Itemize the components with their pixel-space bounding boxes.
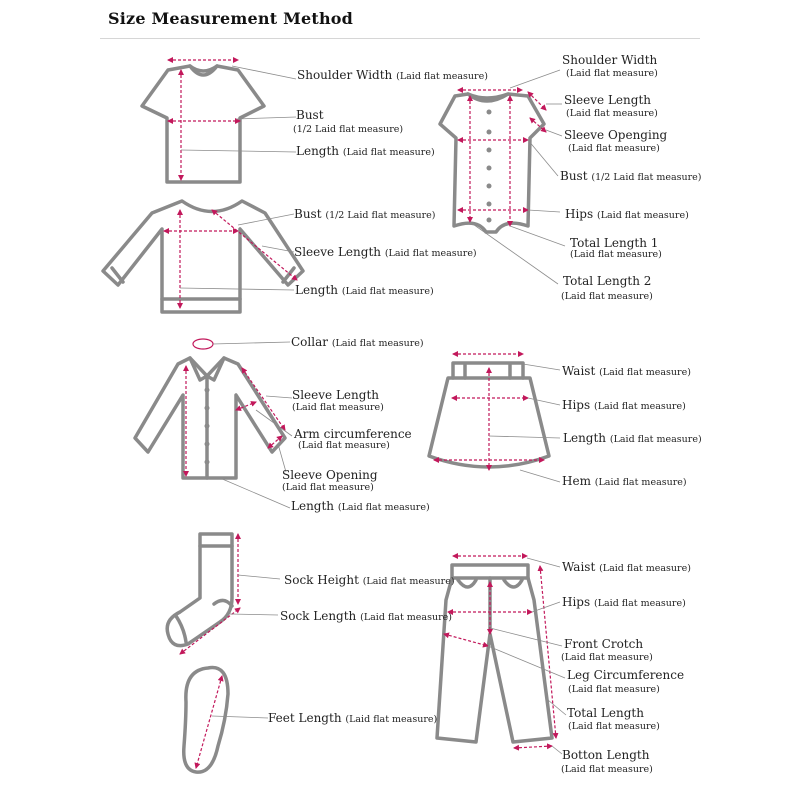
label-romper-total2-sub: (Laid flat measure)	[561, 291, 653, 302]
shirt-illustration	[135, 358, 285, 478]
label-pants-crotch: Front Crotch	[564, 637, 644, 651]
label-romper-opening: Sleeve Openging	[564, 128, 668, 142]
label-tshirt-length-main: Length	[296, 144, 340, 158]
label-romper-sleeve-sub: (Laid flat measure)	[566, 108, 658, 119]
label-feet-length-main: Feet Length	[268, 711, 342, 725]
label-romper-sleeve: Sleeve Length	[564, 93, 651, 107]
label-romper-bust	[560, 169, 701, 183]
label-sock-length-main: Sock Length	[280, 609, 357, 623]
label-tshirt-bust-sub: (1/2 Laid flat measure)	[293, 124, 404, 135]
label-sock-height-sub: (Laid flat measure)	[362, 576, 455, 587]
label-shirt-collar-main: Collar	[291, 335, 328, 349]
label-tshirt-shoulder-sub: (Laid flat measure)	[396, 71, 488, 82]
label-tshirt-shoulder	[297, 68, 488, 82]
label-feet-length-sub: (Laid flat measure)	[345, 714, 438, 725]
label-romper-hips-main: Hips	[565, 207, 594, 221]
label-sweater-sleeve-sub: (Laid flat measure)	[384, 248, 477, 259]
label-shirt-opening: Sleeve Opening	[282, 468, 378, 482]
romper-illustration	[440, 94, 544, 232]
foot-measure-lines	[196, 676, 268, 768]
pants-illustration	[437, 565, 552, 742]
label-romper-bust-sub: (1/2 Laid flat measure)	[591, 172, 702, 183]
label-sock-length-sub: (Laid flat measure)	[360, 612, 452, 623]
label-skirt-length-sub: (Laid flat measure)	[609, 434, 702, 445]
label-romper-shoulder: Shoulder Width	[562, 53, 658, 67]
label-shirt-sleeve-sub: (Laid flat measure)	[292, 402, 384, 413]
label-pants-leg: Leg Circumference	[567, 668, 685, 682]
label-tshirt-length	[296, 144, 435, 158]
label-shirt-collar	[291, 335, 424, 349]
label-shirt-sleeve: Sleeve Length	[292, 388, 379, 402]
label-skirt-hips	[562, 398, 686, 412]
label-skirt-length-main: Length	[563, 431, 607, 445]
label-romper-opening-sub: (Laid flat measure)	[568, 143, 660, 154]
label-skirt-waist-main: Waist	[562, 364, 596, 378]
label-skirt-hem-sub: (Laid flat measure)	[594, 477, 687, 488]
label-pants-waist	[562, 560, 691, 574]
page-title: Size Measurement Method	[108, 9, 354, 28]
label-romper-hips-sub: (Laid flat measure)	[596, 210, 689, 221]
label-skirt-waist	[562, 364, 691, 378]
label-sweater-bust	[294, 207, 435, 221]
label-sock-length	[280, 609, 452, 623]
sock-measure-lines	[180, 534, 280, 654]
label-sock-height-main: Sock Height	[284, 573, 359, 587]
label-sweater-sleeve-main: Sleeve Length	[294, 245, 381, 259]
label-shirt-length-main: Length	[291, 499, 335, 513]
label-romper-shoulder-sub: (Laid flat measure)	[566, 68, 658, 79]
label-tshirt-shoulder-main: Shoulder Width	[297, 68, 393, 82]
sweater-illustration	[103, 201, 303, 312]
label-skirt-length	[563, 431, 702, 445]
tshirt-measure-lines	[168, 60, 296, 180]
label-shirt-opening-sub: (Laid flat measure)	[282, 482, 374, 493]
label-sock-height	[284, 573, 455, 587]
label-romper-total1-sub: (Laid flat measure)	[570, 249, 662, 260]
label-pants-waist-sub: (Laid flat measure)	[599, 563, 691, 574]
label-romper-hips	[565, 207, 689, 221]
label-pants-bottom-sub: (Laid flat measure)	[561, 764, 653, 775]
label-skirt-hem	[562, 474, 687, 488]
sweater-measure-lines	[164, 210, 297, 308]
label-skirt-waist-sub: (Laid flat measure)	[599, 367, 691, 378]
label-pants-total: Total Length	[567, 706, 644, 720]
sock-illustration	[167, 534, 232, 646]
tshirt-illustration	[142, 66, 264, 182]
label-feet-length	[268, 711, 437, 725]
label-pants-total-sub: (Laid flat measure)	[568, 721, 660, 732]
label-romper-bust-main: Bust	[560, 169, 588, 183]
label-pants-waist-main: Waist	[562, 560, 596, 574]
label-tshirt-length-sub: (Laid flat measure)	[342, 147, 435, 158]
label-pants-hips-sub: (Laid flat measure)	[593, 598, 686, 609]
label-sweater-length	[295, 283, 434, 297]
label-sweater-bust-sub: (1/2 Laid flat measure)	[325, 210, 436, 221]
label-pants-bottom: Botton Length	[562, 748, 650, 762]
label-pants-hips-main: Hips	[562, 595, 591, 609]
label-shirt-arm-sub: (Laid flat measure)	[298, 440, 390, 451]
label-skirt-hem-main: Hem	[562, 474, 591, 488]
label-pants-hips	[562, 595, 686, 609]
label-tshirt-bust: Bust	[296, 108, 324, 122]
label-sweater-bust-main: Bust	[294, 207, 322, 221]
label-romper-total2: Total Length 2	[563, 274, 652, 288]
label-shirt-length-sub: (Laid flat measure)	[337, 502, 430, 513]
label-skirt-hips-sub: (Laid flat measure)	[593, 401, 686, 412]
label-skirt-hips-main: Hips	[562, 398, 591, 412]
label-shirt-length	[291, 499, 430, 513]
label-sweater-sleeve	[294, 245, 477, 259]
label-shirt-arm: Arm circumference	[294, 427, 412, 441]
label-pants-crotch-sub: (Laid flat measure)	[561, 652, 653, 663]
label-sweater-length-main: Length	[295, 283, 339, 297]
label-sweater-length-sub: (Laid flat measure)	[341, 286, 434, 297]
label-shirt-collar-sub: (Laid flat measure)	[331, 338, 424, 349]
label-pants-leg-sub: (Laid flat measure)	[568, 684, 660, 695]
foot-illustration	[184, 668, 228, 773]
label-romper-total1: Total Length 1	[570, 236, 659, 250]
